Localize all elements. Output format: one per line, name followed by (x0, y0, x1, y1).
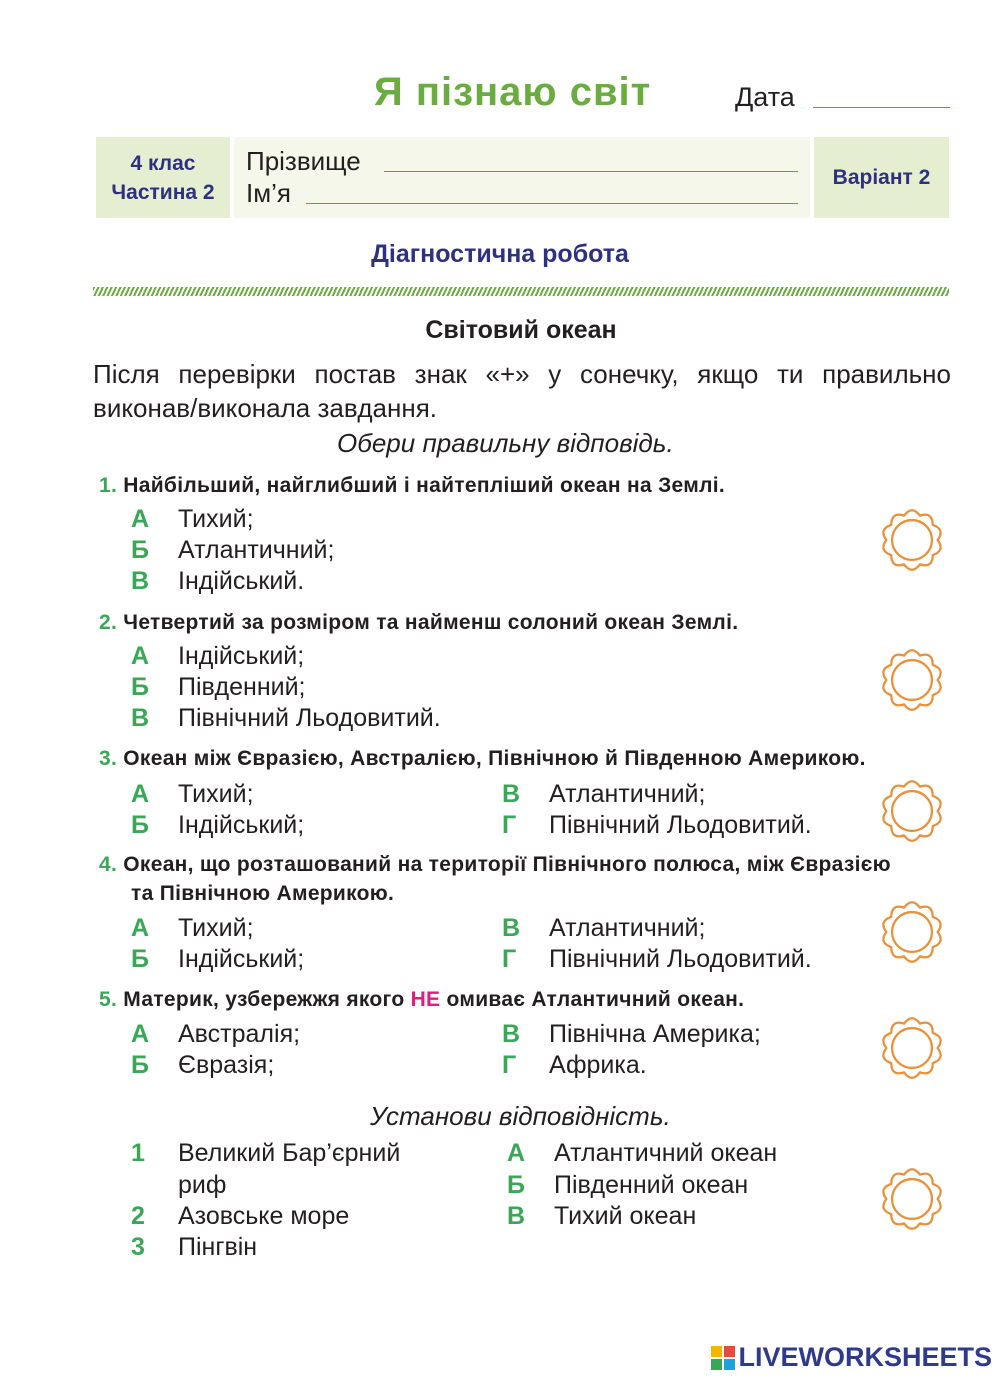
option-letter: В (131, 567, 150, 595)
option-text: Тихий; (178, 780, 254, 808)
match-text: Азовське море (178, 1202, 350, 1230)
option-text: Північний Льодовитий. (549, 811, 812, 839)
sun-icon[interactable] (874, 1161, 950, 1237)
option-letter: В (502, 1020, 521, 1048)
option-letter: Б (131, 673, 149, 701)
option-5c[interactable] (502, 1019, 761, 1050)
option-text: Атлантичний; (178, 536, 335, 564)
question-1 (99, 471, 725, 501)
instruction-match: Установи відповідність. (370, 1101, 671, 1131)
name-field[interactable] (306, 203, 798, 204)
question-number: 2. (99, 611, 118, 634)
match-text: Пінгвін (178, 1233, 258, 1261)
liveworksheets-logo (711, 1342, 992, 1373)
question-number: 5. (99, 988, 118, 1011)
variant-box (814, 137, 949, 218)
option-letter: Б (131, 1051, 149, 1079)
question-number: 4. (99, 853, 118, 876)
option-3d[interactable] (502, 810, 812, 841)
question-5 (99, 985, 744, 1015)
intro-text: Після перевірки постав знак «+» у сонечку, якщо ти правильно виконав/виконала завдання. (93, 359, 951, 423)
question-text: Материк, узбережжя якого (123, 988, 405, 1011)
match-number: 1 (131, 1139, 145, 1167)
option-5d[interactable] (502, 1050, 647, 1081)
option-text: Атлантичний; (549, 914, 706, 942)
match-text: Тихий океан (554, 1202, 697, 1230)
option-text: Північна Америка; (549, 1020, 761, 1048)
topic-title: Світовий океан (425, 316, 617, 344)
option-text: Індійський; (178, 642, 305, 670)
sun-icon[interactable] (874, 502, 950, 578)
question-4-line2: та Північною Америкою. (131, 882, 395, 905)
section-title: Діагностична робота (371, 240, 629, 268)
logo-text: LIVEWORKSHEETS (738, 1342, 992, 1372)
page-title: Я пізнаю світ (374, 70, 652, 114)
option-1a[interactable] (131, 504, 254, 535)
option-1b[interactable] (131, 535, 334, 566)
option-5a[interactable] (131, 1019, 300, 1050)
surname-label: Прізвище (246, 146, 361, 176)
option-text: Індійський. (178, 567, 305, 595)
question-text: Найбільший, найглибший і найтепліший океан на Землі. (123, 474, 725, 497)
match-letter: Б (507, 1171, 525, 1199)
option-1c[interactable] (131, 566, 304, 597)
option-letter: А (131, 505, 150, 533)
match-left-2[interactable] (131, 1201, 349, 1232)
option-3c[interactable] (502, 779, 705, 810)
question-text: омиває Атлантичний океан. (446, 988, 745, 1011)
divider (93, 287, 949, 296)
option-text: Австралія; (178, 1020, 301, 1048)
match-right-b[interactable] (507, 1170, 748, 1201)
match-text: Атлантичний океан (554, 1139, 778, 1167)
option-3b[interactable] (131, 810, 304, 841)
match-text: Великий Бар’єрний (178, 1139, 401, 1167)
question-number: 1. (99, 474, 118, 497)
option-letter: Г (502, 811, 517, 839)
option-letter: Г (502, 1051, 517, 1079)
option-letter: А (131, 914, 150, 942)
option-letter: В (502, 914, 521, 942)
instruction-choose: Обери правильну відповідь. (337, 428, 674, 458)
grade-box (96, 137, 230, 218)
option-4d[interactable] (502, 944, 812, 975)
part-label: Частина 2 (111, 180, 215, 204)
option-text: Південний; (178, 673, 306, 701)
question-text: Четвертий за розміром та найменш солоний океан Землі. (123, 611, 739, 634)
logo-blocks-icon (711, 1346, 735, 1370)
question-2 (99, 608, 738, 638)
question-text: Океан, що розташований на території Північного полюса, між Євразією (123, 853, 891, 876)
sun-icon[interactable] (874, 773, 950, 849)
match-letter: В (507, 1202, 526, 1230)
date-label: Дата (735, 82, 795, 112)
option-text: Тихий; (178, 505, 254, 533)
option-4c[interactable] (502, 913, 705, 944)
option-letter: Б (131, 945, 149, 973)
question-number: 3. (99, 747, 118, 770)
option-letter: А (131, 1020, 150, 1048)
question-emphasis: НЕ (410, 988, 441, 1011)
option-text: Індійський; (178, 811, 305, 839)
question-4 (99, 850, 891, 880)
grade-label: 4 клас (130, 151, 196, 175)
option-text: Атлантичний; (549, 780, 706, 808)
option-2b[interactable] (131, 672, 306, 703)
match-left-3[interactable] (131, 1232, 257, 1263)
match-right-c[interactable] (507, 1201, 696, 1232)
match-number: 2 (131, 1202, 145, 1230)
option-text: Євразія; (178, 1051, 275, 1079)
match-left-1[interactable] (131, 1138, 400, 1169)
question-text: Океан між Євразією, Австралією, Північною й Південною Америкою. (123, 747, 866, 770)
option-letter: Б (131, 536, 149, 564)
option-letter: Г (502, 945, 517, 973)
option-text: Північний Льодовитий. (549, 945, 812, 973)
option-text: Індійський; (178, 945, 305, 973)
option-letter: В (502, 780, 521, 808)
option-letter: А (131, 780, 150, 808)
match-left-1-line2: риф (178, 1171, 227, 1199)
option-5b[interactable] (131, 1050, 274, 1081)
match-letter: А (507, 1139, 526, 1167)
date-field[interactable] (813, 107, 950, 108)
option-2a[interactable] (131, 641, 304, 672)
option-4b[interactable] (131, 944, 304, 975)
option-2c[interactable] (131, 703, 441, 734)
option-letter: В (131, 704, 150, 732)
option-text: Африка. (549, 1051, 647, 1079)
variant-label: Варіант 2 (832, 165, 931, 189)
match-right-a[interactable] (507, 1138, 777, 1169)
sun-icon[interactable] (874, 894, 950, 970)
option-text: Тихий; (178, 914, 254, 942)
student-info-box (234, 137, 810, 218)
question-3 (99, 744, 866, 774)
name-label: Ім’я (246, 178, 291, 208)
match-text: Південний океан (554, 1171, 749, 1199)
option-letter: А (131, 642, 150, 670)
sun-icon[interactable] (874, 1010, 950, 1086)
option-text: Північний Льодовитий. (178, 704, 441, 732)
option-4a[interactable] (131, 913, 254, 944)
option-3a[interactable] (131, 779, 254, 810)
match-number: 3 (131, 1233, 145, 1261)
surname-field[interactable] (384, 171, 798, 172)
option-letter: Б (131, 811, 149, 839)
sun-icon[interactable] (874, 642, 950, 718)
